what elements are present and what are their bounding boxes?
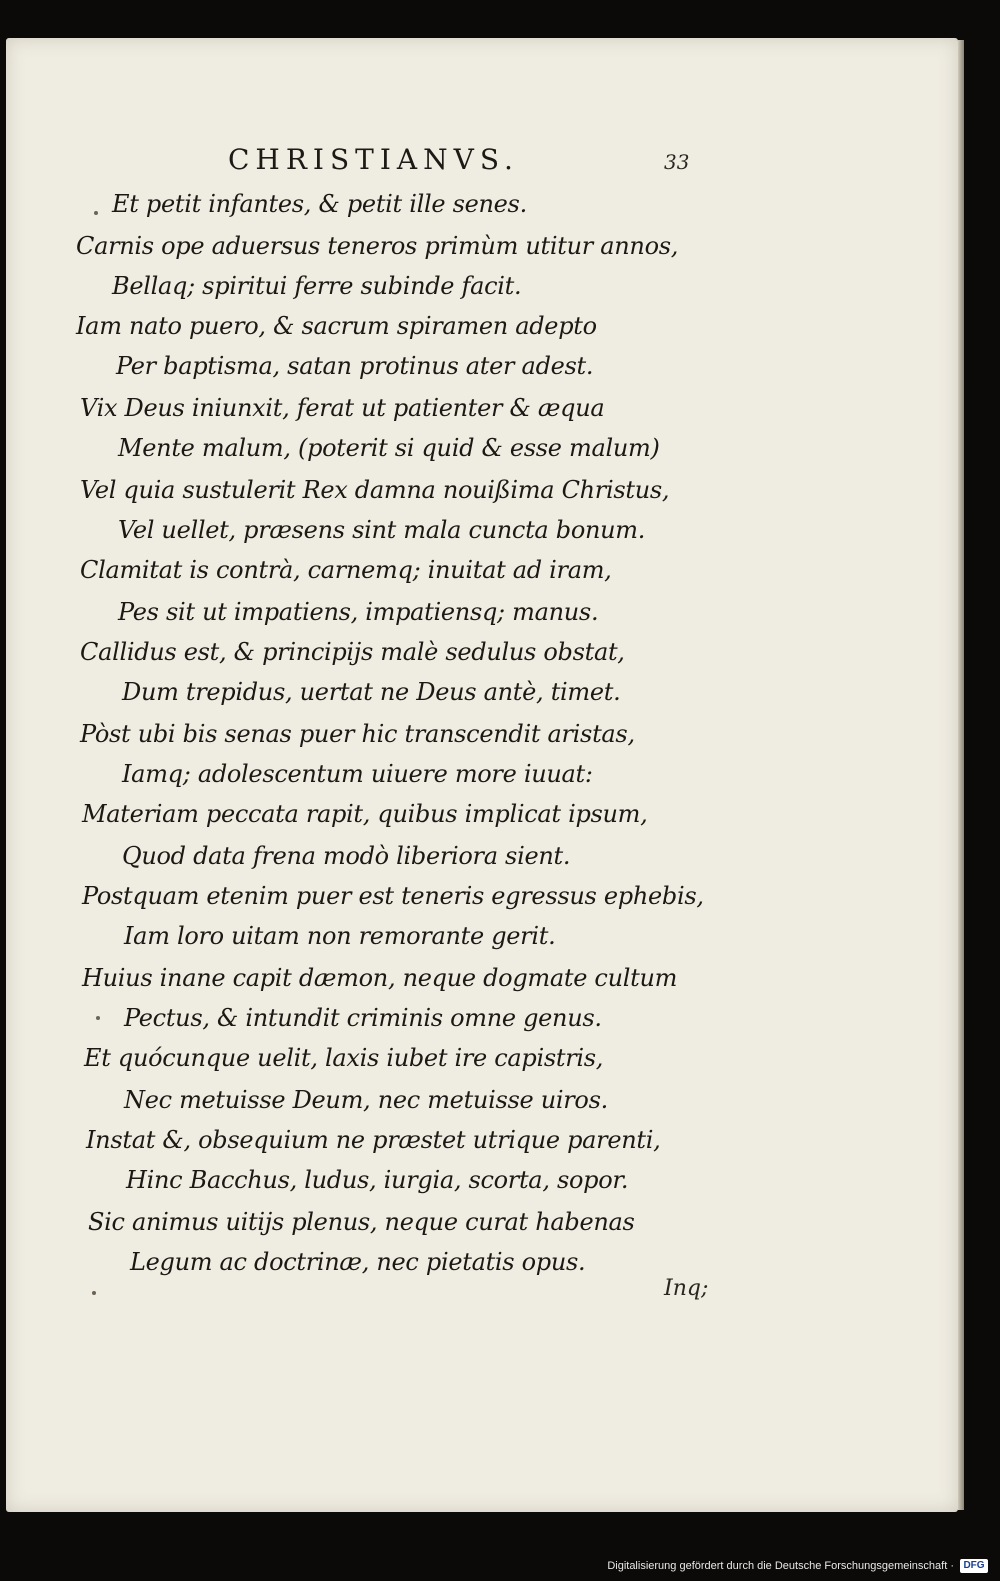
catchword: Inq; — [664, 1276, 709, 1301]
page-number: 33 — [664, 150, 690, 174]
verse-line: Materiam peccata rapit, quibus implicat ipsum, — [82, 800, 648, 828]
verse-line: Huius inane capit dæmon, neque dogmate cultum — [82, 964, 678, 992]
verse-line: Hinc Bacchus, ludus, iurgia, scorta, sopor. — [126, 1166, 629, 1194]
verse-line: Vix Deus iniunxit, ferat ut patienter & æqua — [80, 394, 605, 422]
verse-line: Pòst ubi bis senas puer hic transcendit aristas, — [80, 720, 635, 748]
verse-line: Et quócunque uelit, laxis iubet ire capistris, — [84, 1044, 604, 1072]
verse-line: Instat &, obsequium ne præstet utrique parenti, — [86, 1126, 661, 1154]
ink-speck — [94, 211, 98, 215]
footer-bar — [0, 1547, 1000, 1581]
ink-speck — [92, 1291, 96, 1295]
verse-line: Callidus est, & principijs malè sedulus obstat, — [80, 638, 625, 666]
verse-line: Pectus, & intundit criminis omne genus. — [124, 1004, 602, 1032]
verse-line: Carnis ope aduersus teneros primùm utitur annos, — [76, 232, 679, 260]
verse-line: Quod data frena modò liberiora sient. — [122, 842, 571, 870]
verse-line: Legum ac doctrinæ, nec pietatis opus. — [130, 1248, 586, 1276]
funding-credit: Digitalisierung gefördert durch die Deutsche Forschungsgemeinschaft · — [607, 1560, 954, 1572]
verse-line: Postquam etenim puer est teneris egressus ephebis, — [82, 882, 704, 910]
verse-line: Vel quia sustulerit Rex damna nouißima Christus, — [80, 476, 670, 504]
verse-line: Bellaq; spiritui ferre subinde facit. — [112, 272, 522, 300]
running-head: CHRISTIANVS. — [228, 143, 519, 176]
verse-line: Mente malum, (poterit si quid & esse malum) — [118, 434, 660, 462]
verse-line: Iamq; adolescentum uiuere more iuuat: — [122, 760, 593, 788]
verse-line: Iam loro uitam non remorante gerit. — [124, 922, 556, 950]
verse-line: Nec metuisse Deum, nec metuisse uiros. — [124, 1086, 608, 1114]
dfg-logo: DFG — [960, 1559, 988, 1573]
verse-line: Pes sit ut impatiens, impatiensq; manus. — [118, 598, 599, 626]
verse-line: Et petit infantes, & petit ille senes. — [112, 190, 527, 218]
verse-line: Dum trepidus, uertat ne Deus antè, timet. — [122, 678, 621, 706]
verse-line: Per baptisma, satan protinus ater adest. — [116, 352, 594, 380]
verse-line: Clamitat is contrà, carnemq; inuitat ad iram, — [80, 556, 612, 584]
verse-line: Iam nato puero, & sacrum spiramen adepto — [76, 312, 597, 340]
ink-speck — [96, 1016, 100, 1020]
verse-line: Sic animus uitijs plenus, neque curat habenas — [88, 1208, 635, 1236]
verse-line: Vel uellet, præsens sint mala cuncta bonum. — [118, 516, 646, 544]
